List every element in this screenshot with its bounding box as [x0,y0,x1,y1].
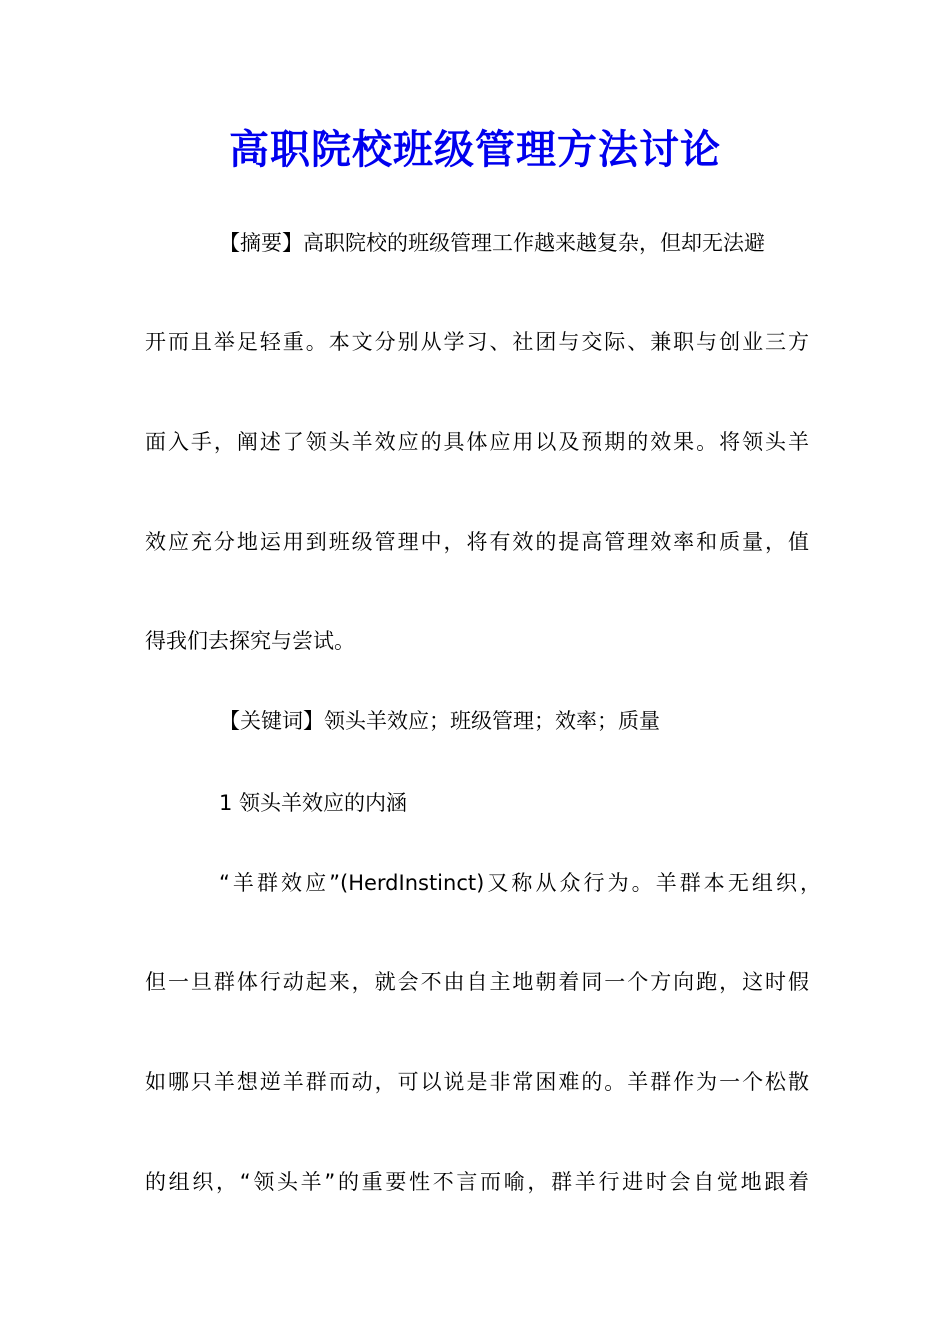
body-line-3: 如哪只羊想逆羊群而动，可以说是非常困难的。羊群作为一个松散 [145,1070,809,1094]
abstract-line-3: 面入手，阐述了领头羊效应的具体应用以及预期的效果。将领头羊 [145,430,809,454]
abstract-line-2: 开而且举足轻重。本文分别从学习、社团与交际、兼职与创业三方 [145,330,809,354]
keywords-line: 【关键词】领头羊效应；班级管理；效率；质量 [219,709,660,733]
document-title: 高职院校班级管理方法讨论 [229,126,721,173]
abstract-line-4: 效应充分地运用到班级管理中，将有效的提高管理效率和质量，值 [145,530,809,554]
abstract-line-1: 【摘要】高职院校的班级管理工作越来越复杂，但却无法避 [219,231,765,255]
body-line-2: 但一旦群体行动起来，就会不由自主地朝着同一个方向跑，这时假 [145,970,809,994]
section-heading: 1 领头羊效应的内涵 [219,791,408,815]
body-line-4: 的组织，“领头羊”的重要性不言而喻，群羊行进时会自觉地跟着 [145,1170,809,1194]
body-line-1: “羊群效应”(HerdInstinct)又称从众行为。羊群本无组织， [219,871,821,895]
abstract-line-5: 得我们去探究与尝试。 [145,629,355,653]
